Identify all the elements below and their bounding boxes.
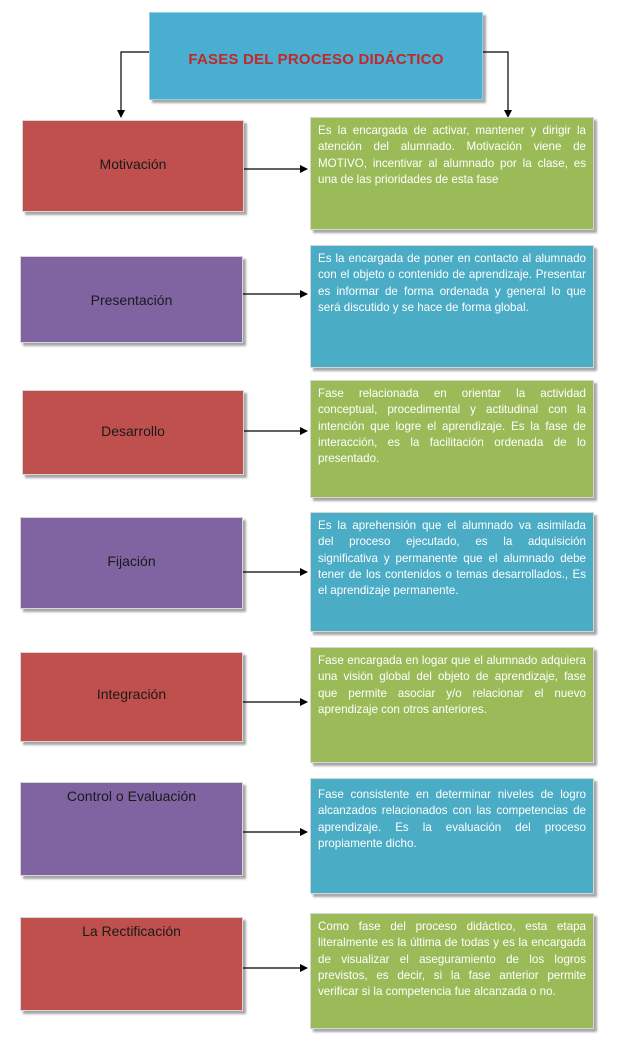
phase-label: Presentación: [90, 292, 173, 308]
description-box-desarrollo: [310, 380, 594, 498]
phase-label: Control o Evaluación: [66, 788, 197, 804]
description-box-presentacion: [310, 245, 594, 368]
phase-label: Fijación: [107, 553, 156, 569]
title-to-motivacion-arrow: [121, 52, 149, 117]
title-to-description-arrow: [483, 52, 508, 117]
diagram-title: FASES DEL PROCESO DIDÁCTICO: [188, 51, 444, 68]
diagram-title-box: [149, 12, 483, 100]
phase-description: Como fase del proceso didáctico, esta etapa literalmente es la última de todas y es la encargada de visualizar el aseguramiento de los logros previstos, es decir, si la fase anterior permite verificar si la competencia fue alcanzada o no.: [318, 920, 586, 999]
phase-label: Integración: [96, 686, 167, 702]
phase-box-desarrollo: [22, 390, 244, 475]
phase-description: Fase relacionada en orientar la actividad conceptual, procedimental y actitudinal con la intención que logre el aprendizaje. Es la fase de interacción, es la facilitación ordenada de lo presentado.: [318, 387, 586, 466]
phase-description: Es la encargada de activar, mantener y dirigir la atención del alumnado. Motivación viene de MOTIVO, incentivar al alumnado por la clase, es una de las prioridades de esta fase: [318, 124, 586, 186]
phase-description: Fase encargada en logar que el alumnado adquiera una visión global del objeto de aprendizaje, fase que permite asociar y/o relacionar el nuevo aprendizaje con otros anteriores.: [318, 654, 586, 716]
description-box-motivacion: [310, 117, 594, 230]
phase-box-integracion: [20, 652, 243, 742]
phase-box-motivacion: [22, 120, 244, 212]
phase-box-evaluacion: [20, 782, 243, 876]
description-box-evaluacion: [310, 778, 594, 894]
phase-box-presentacion: [20, 256, 243, 343]
description-box-rectificacion: [310, 913, 594, 1029]
phase-label: Motivación: [99, 156, 167, 172]
phase-box-fijacion: [20, 517, 243, 609]
description-box-fijacion: [310, 512, 594, 632]
phase-description: Es la aprehensión que el alumnado va asimilada del proceso ejecutado, es la adquisición significativa y permanente que el alumnado debe tener de los contenidos o temas desarrollados., Es el aprendizaje permanente.: [318, 519, 586, 598]
phase-description: Es la encargada de poner en contacto al alumnado con el objeto o contenido de aprendizaje. Presentar es informar de forma ordenada y general lo que será discutido y se hace de forma global.: [318, 252, 586, 314]
phase-description: Fase consistente en determinar niveles de logro alcanzados relacionados con las competencias de aprendizaje. Es la evaluación del proceso propiamente dicho.: [318, 788, 586, 850]
phase-box-rectificacion: [20, 917, 243, 1011]
phase-label: Desarrollo: [101, 423, 165, 439]
description-box-integracion: [310, 647, 594, 763]
phase-label: La Rectificación: [82, 923, 181, 939]
